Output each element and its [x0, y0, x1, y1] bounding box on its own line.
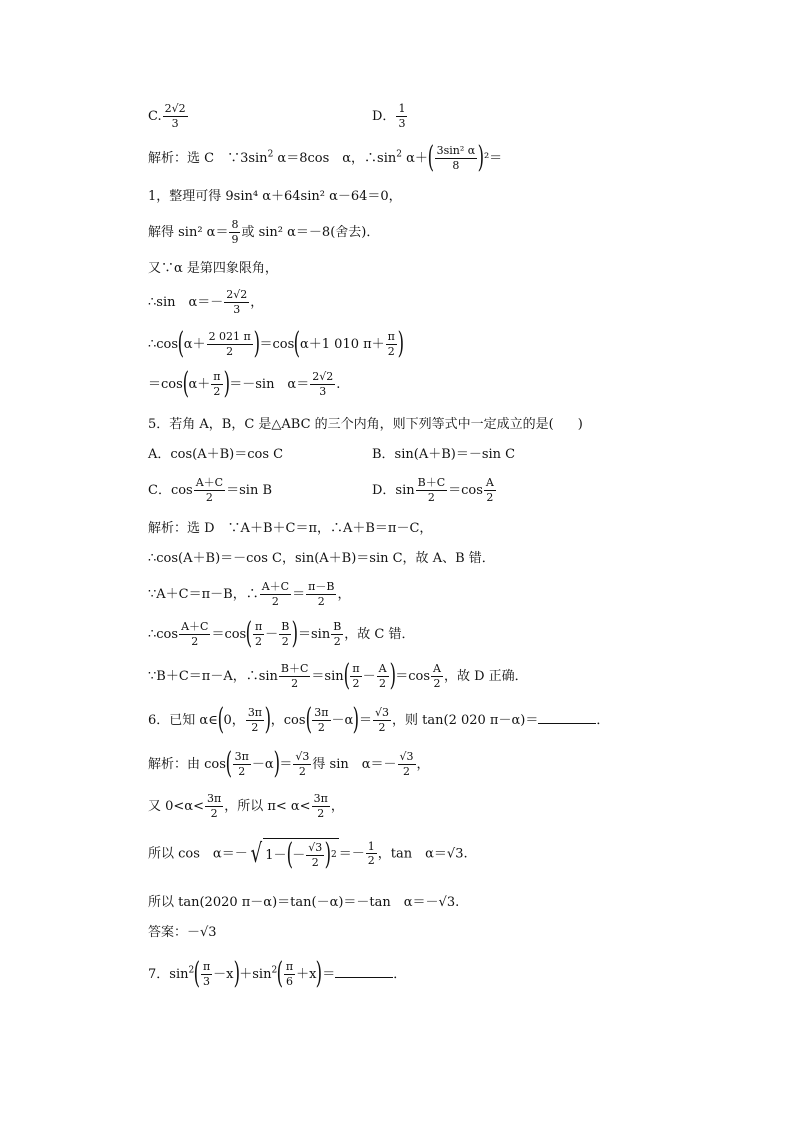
q5-solution-line-4: ∴cos $\frac{A+C}{2}$ ＝cos( $\frac{\pi}{2}$ － $\frac{B}{2}$ )＝sin $\frac{B}{2}$ ，故 C 错． [148, 616, 415, 652]
answer-blank[interactable] [335, 967, 393, 978]
fraction: $\frac{A+C}{2}$ [261, 580, 290, 608]
q4-option-d [372, 102, 408, 131]
fraction: $\frac{3\pi}{2}$ [234, 750, 249, 778]
q5-option-a: A．cos(A＋B)＝cos C [148, 447, 284, 462]
q5-solution-line-3: ∵A＋C＝π－B，∴ $\frac{A+C}{2}$ ＝ $\frac{\pi-B}{2}$ ， [148, 580, 351, 608]
q6-answer: 答案：－√3 [148, 925, 217, 940]
answer-blank[interactable] [538, 713, 596, 724]
fraction: $\frac{A+C}{2}$ [195, 476, 224, 504]
fraction: $\frac{A}{2}$ [378, 662, 387, 690]
q4-solution-line-5: ∴sin α＝－ $\frac{2√2}{3}$ ， [148, 288, 264, 316]
fraction: $\frac{\pi}{2}$ [387, 330, 395, 358]
fraction: $\frac{A}{2}$ [485, 476, 494, 504]
fraction: $\frac{8}{9}$ [231, 218, 239, 246]
fraction: $\frac{B}{2}$ [333, 620, 342, 648]
q6-solution-line-4: 所以 tan(2020 π－α)＝tan(－α)＝－tan α＝－√3. [148, 895, 460, 910]
q6-stem: 6．已知 α∈(0， $\frac{3\pi}{2}$ )，cos( $\frac{3\pi}{2}$ －α)＝ $\frac{√3}{2}$ ，则 tan(2 020 π－α)＝ ． [148, 702, 610, 738]
fraction: $\frac{2 021 \pi}{2}$ [208, 330, 251, 358]
fraction: $\frac{2√2}{3}$ [226, 288, 248, 316]
fraction: $\frac{√3}{2}$ [399, 750, 414, 778]
q6-solution-line-3: 所以 cos α＝－ √ 1－ ( － $\frac{√3}{2}$ ) 2 ＝－ $\frac{1}{2}$ ，tan α＝√3. [148, 837, 468, 873]
fraction: $\frac{2√2}{3}$ [164, 102, 186, 130]
fraction: $\frac{3\pi}{2}$ [313, 792, 328, 820]
q4-option-c [148, 102, 189, 131]
q5-solution-line-1: 解析：选 D ∵A＋B＋C＝π，∴A＋B＝π－C， [148, 521, 433, 536]
fraction: $\frac{\pi}{2}$ [352, 662, 360, 690]
fraction: $\frac{A+C}{2}$ [181, 620, 209, 648]
fraction: $\frac{\text{3sin² α}}{8}$ [436, 144, 476, 172]
fraction: $\frac{3\pi}{2}$ [247, 706, 263, 734]
q6-solution-line-2: 又 0<α< $\frac{3\pi}{2}$ ，所以 π< α< $\frac{3\pi}{2}$ ， [148, 792, 344, 820]
q5-option-b: B．sin(A＋B)＝－sin C [372, 447, 516, 462]
option-label: C. [148, 108, 162, 124]
fraction: $\frac{B+C}{2}$ [280, 662, 309, 690]
q4-solution-line-6: ∴cos(α＋ $\frac{2 021 \pi}{2}$ )＝cos(α＋1 010 π＋ $\frac{\pi}{2}$ ) [148, 326, 404, 362]
fraction: $\frac{√3}{2}$ [375, 706, 390, 734]
fraction: $\frac{B}{2}$ [281, 620, 290, 648]
q5-solution-line-5: ∵B＋C＝π－A，∴sin $\frac{B+C}{2}$ ＝sin( $\frac{\pi}{2}$ － $\frac{A}{2}$ )＝cos $\frac{A}{2}$ ，故 D 正确． [148, 658, 528, 694]
fraction: $\frac{\pi}{6}$ [285, 960, 294, 988]
fraction: $\frac{\pi}{2}$ [254, 620, 263, 648]
fraction: $\frac{B+C}{2}$ [417, 476, 446, 504]
q5-solution-line-2: ∴cos(A＋B)＝－cos C，sin(A＋B)＝sin C，故 A、B 错． [148, 551, 495, 566]
q7-stem: 7．$\sin^2$( $\frac{\pi}{3}$ $-x)+\sin^2$( $\frac{\pi}{6}$ ＋x)＝ ． [148, 956, 407, 992]
q6-solution-line-1: 解析：由 cos( $\frac{3\pi}{2}$ －α)＝ $\frac{√3}{2}$ 得 sin α＝－ $\frac{√3}{2}$ ， [148, 746, 430, 782]
fraction: $\frac{3\pi}{2}$ [314, 706, 329, 734]
fraction: $\frac{\pi}{3}$ [202, 960, 211, 988]
option-label: D． [372, 108, 396, 124]
q5-option-d: D．sin $\frac{B+C}{2}$ ＝cos $\frac{A}{2}$ [372, 476, 494, 504]
q4-solution-line-2: 1，整理可得 9sin⁴ α＋64sin² α－64＝0， [148, 189, 402, 204]
fraction: $\frac{\pi}{2}$ [213, 370, 221, 398]
q5-stem: 5．若角 A，B，C 是△ABC 的三个内角，则下列等式中一定成立的是( ) [148, 417, 583, 432]
fraction: $\frac{3\pi}{2}$ [206, 792, 222, 820]
fraction: $\frac{√3}{2}$ [295, 750, 310, 778]
square-root: √ 1－ ( － $\frac{√3}{2}$ ) 2 [250, 837, 337, 873]
fraction: $\frac{1}{3}$ [398, 102, 406, 130]
fraction: $\frac{\pi-B}{2}$ [308, 580, 335, 608]
q4-solution-line-4: 又∵α 是第四象限角， [148, 261, 278, 276]
fraction: $\frac{A}{2}$ [433, 662, 441, 690]
q4-solution-line-3: 解得 sin² α＝ $\frac{8}{9}$ 或 sin² α＝－8(舍去)． [148, 218, 380, 246]
fraction: $\frac{√3}{2}$ [308, 841, 323, 869]
fraction: $\frac{1}{2}$ [367, 839, 375, 868]
fraction: $\frac{2√2}{3}$ [312, 370, 334, 398]
q4-solution-line-1: 解析：选 C $\because 3\sin^2$ α＝8cos α，$\therefore\sin^2$ α＋( $\frac{\text{3sin² α}}{8}$ )²＝ [148, 140, 503, 176]
q4-solution-line-7: ＝cos(α＋ $\frac{\pi}{2}$ )＝－sin α＝ $\frac{2√2}{3}$ . [148, 366, 341, 402]
q5-option-c: C．cos $\frac{A+C}{2}$ ＝sin B [148, 476, 272, 504]
